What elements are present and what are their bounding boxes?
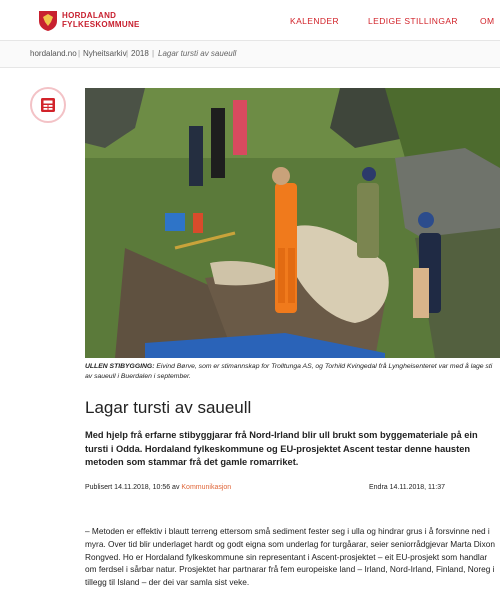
breadcrumb-archive[interactable]: Nyheitsarkiv [83,49,127,58]
site-header [0,0,500,40]
share-print-button[interactable] [30,87,66,123]
published-label: Publisert 14.11.2018, 10:56 av [85,484,182,491]
caption-label: ULLEN STIBYGGING: [85,363,155,370]
breadcrumb-separator: | [152,49,155,58]
breadcrumb-home[interactable]: hordaland.no [30,49,77,58]
nav-kalender[interactable]: KALENDER [290,16,340,26]
photo-illustration [85,88,500,358]
logo-text[interactable] [62,11,140,29]
logo-line-1: HORDALAND [62,11,117,20]
photo-caption [85,362,497,382]
share-print-icon [32,89,64,121]
logo-line-2: FYLKESKOMMUNE [62,20,140,29]
article-photo [85,88,500,358]
breadcrumb-separator: | [78,49,81,58]
breadcrumb-separator: | [126,49,129,58]
published-info [85,484,231,491]
edited-info: Endra 14.11.2018, 11:37 [369,484,446,491]
article-title: Lagar tursti av saueull [85,398,252,417]
published-by-link[interactable]: Kommunikasjon [181,484,232,491]
breadcrumb-year[interactable]: 2018 [131,49,149,58]
article-body: – Metoden er effektiv i blautt terreng ettersom små sediment fester seg i ulla og hindrar grus i å forsvinne ned i myra. Over tid blir underlaget hardt og godt eigna som underlag for turgåarar, seier seniorrådgjevar Marta Dixon Rongved. Ho er Hordaland fylkeskommune sin representant i Ascent-prosjektet – eit EU-prosjekt som handlar om ferdsel i sårbar natur. Prosjektet har partnarar frå fem europeiske land – Irland, Nord-Irland, Finland, Noreg i tillegg til Island – der dei var samla sist veke. [85,526,495,588]
caption-text: Eivind Børve, som er stimannskap for Trolltunga AS, og Torhild Kvingedal frå Lyngheisenteret var med å lage sti av saueull i Buerdalen i september. [85,363,493,380]
logo-shield-icon[interactable] [38,10,58,32]
nav-om[interactable]: OM [480,16,495,26]
breadcrumb [0,40,500,68]
article-lead: Med hjelp frå erfarne stibyggjarar frå Nord-Irland blir ull brukt som byggemateriale på ein tursti i Odda. Hordaland fylkeskommune og EU-prosjektet Ascent testar denne hausten metoden som stammar frå det gamle romarriket. [85,430,478,467]
breadcrumb-current: Lagar tursti av saueull [158,49,237,58]
nav-ledige-stillingar[interactable]: LEDIGE STILLINGAR [368,16,458,26]
